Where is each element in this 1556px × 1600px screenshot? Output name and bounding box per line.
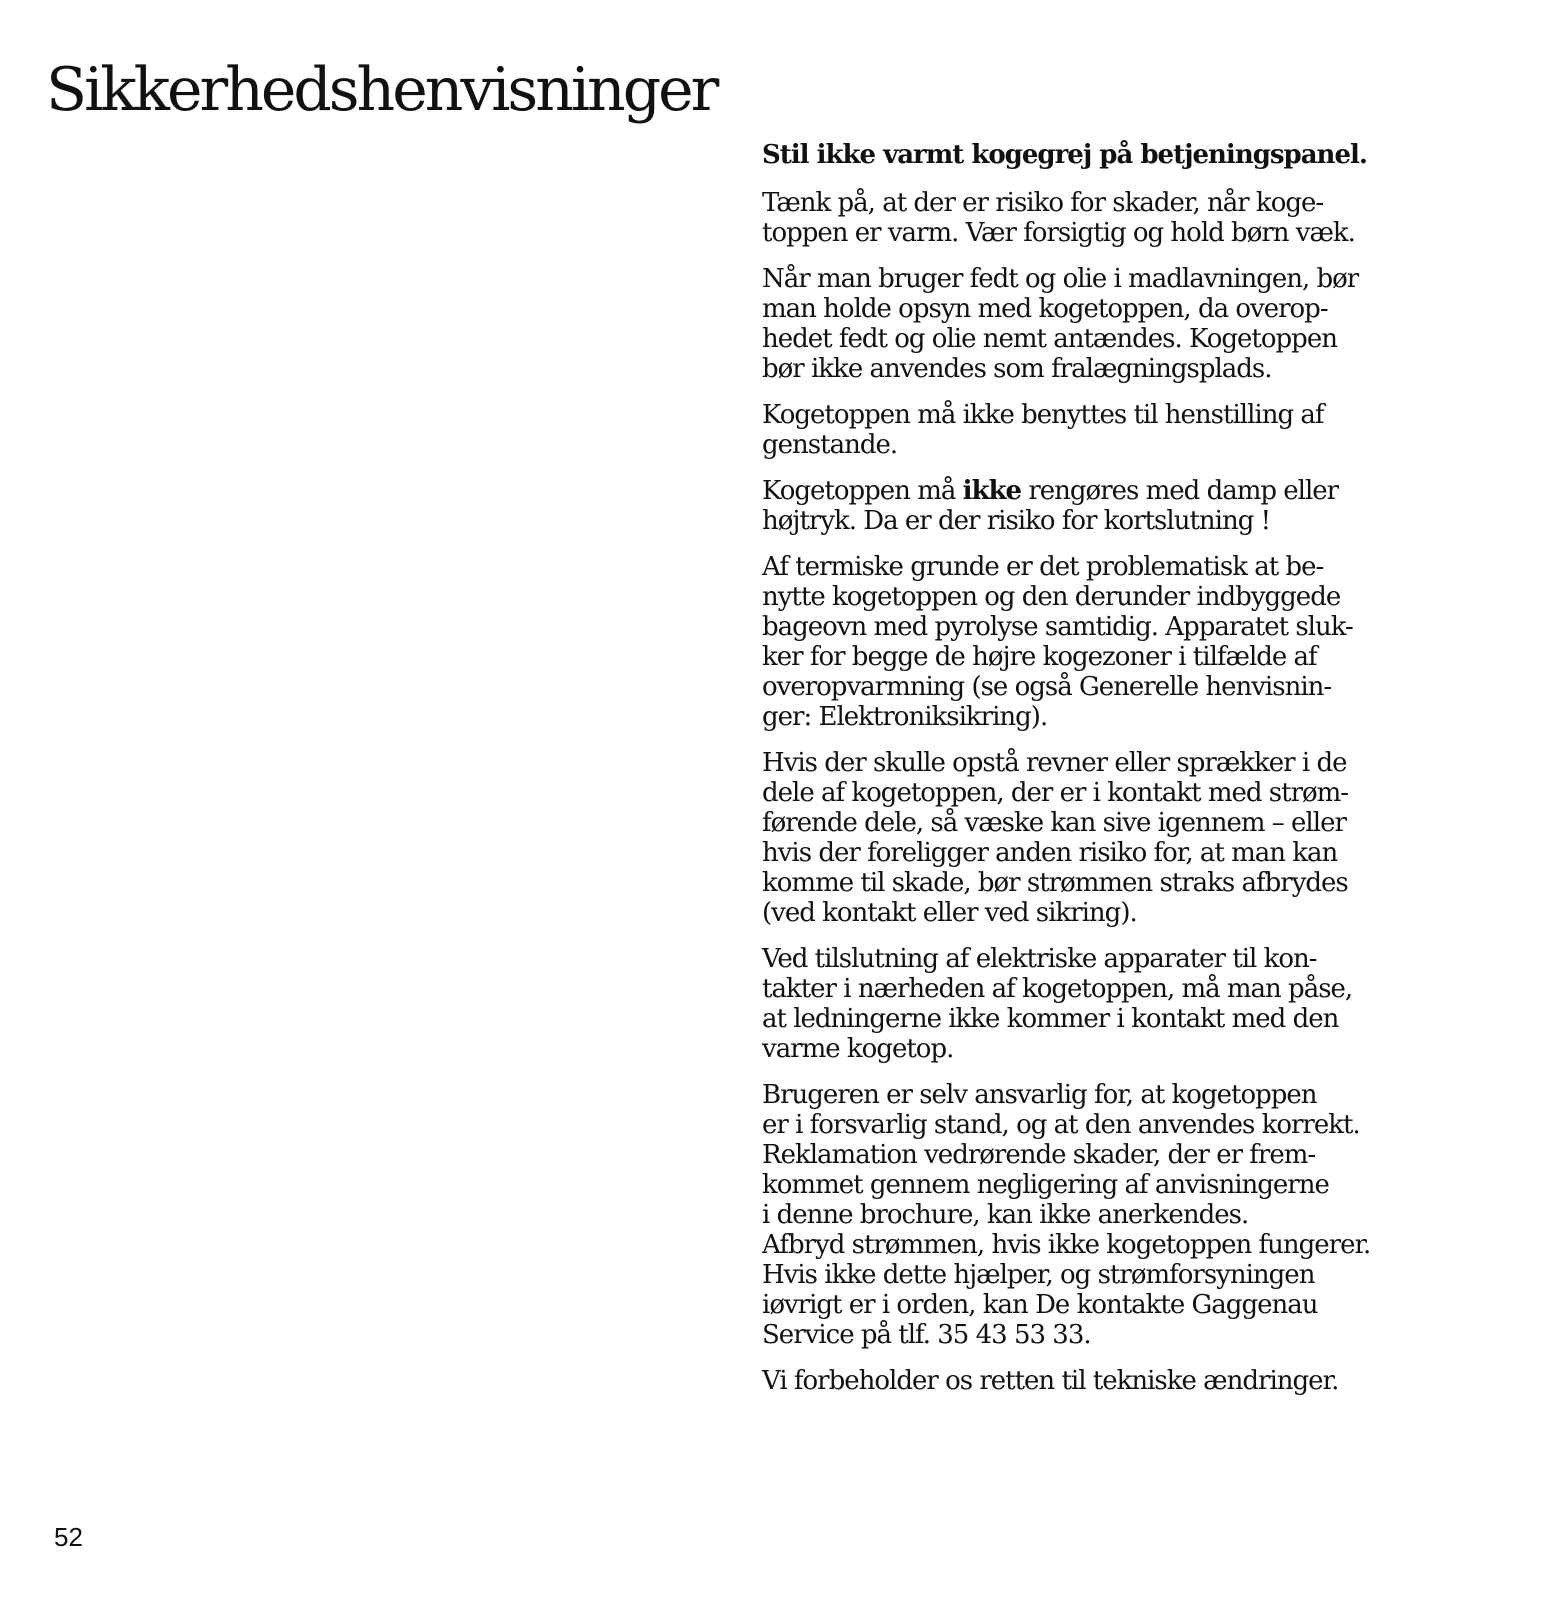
safety-instructions xyxy=(762,140,1452,1412)
paragraph-no-steam-cleaning xyxy=(762,476,1452,536)
paragraph-pyrolysis: Af termiske grunde er det problematisk at be- nytte kogetoppen og den derunder indbyggede bageovn med pyrolyse samtidig. Apparatet sluk- ker for begge de højre kogezoner i tilfælde af overopvarmning (se også Generelle henvisnin- ger: Elektroniksikring). xyxy=(762,552,1353,732)
paragraph-hot-cooktop: Tænk på, at der er risiko for skader, når koge- toppen er varm. Vær forsigtig og hold børn væk. xyxy=(762,188,1355,248)
paragraph-technical-changes: Vi forbeholder os retten til tekniske ændringer. xyxy=(762,1366,1339,1396)
paragraph-no-storage: Kogetoppen må ikke benyttes til henstilling af genstande. xyxy=(762,400,1324,460)
section-heading: Stil ikke varmt kogegrej på betjeningspanel. xyxy=(762,140,1367,170)
paragraph-electrical-cables: Ved tilslutning af elektriske apparater til kon- takter i nærheden af kogetoppen, må man påse, at ledningerne ikke kommer i kontakt med den varme kogetop. xyxy=(762,944,1353,1064)
paragraph-fat-and-oil: Når man bruger fedt og olie i madlavningen, bør man holde opsyn med kogetoppen, da overop- hedet fedt og olie nemt antændes. Kogetoppen bør ikke anvendes som fralægningsplads. xyxy=(762,264,1359,384)
paragraph-text-part: Kogetoppen må xyxy=(762,476,963,506)
page-number: 52 xyxy=(54,1522,83,1552)
page-title: Sikkerhedshenvisninger xyxy=(46,55,717,125)
emphasis-text: ikke xyxy=(962,476,1022,506)
paragraph-user-responsibility: Brugeren er selv ansvarlig for, at kogetoppen er i forsvarlig stand, og at den anvendes korrekt. Reklamation vedrørende skader, der er frem- kommet gennem negligering af anvisningerne i denne brochure, kan ikke anerkendes. Afbryd strømmen, hvis ikke kogetoppen fungerer. Hvis ikke dette hjælper, og strømforsyningen iøvrigt er i orden, kan De kontakte Gaggenau Service på tlf. 35 43 53 33. xyxy=(762,1080,1371,1350)
paragraph-text-part: rengøres med damp eller højtryk. Da er der risiko for kortslutning ! xyxy=(762,476,1339,536)
paragraph-cracks: Hvis der skulle opstå revner eller sprækker i de dele af kogetoppen, der er i kontakt med strøm- førende dele, så væske kan sive igennem – eller hvis der foreligger anden risiko for, at man kan komme til skade, bør strømmen straks afbrydes (ved kontakt eller ved sikring). xyxy=(762,748,1349,928)
